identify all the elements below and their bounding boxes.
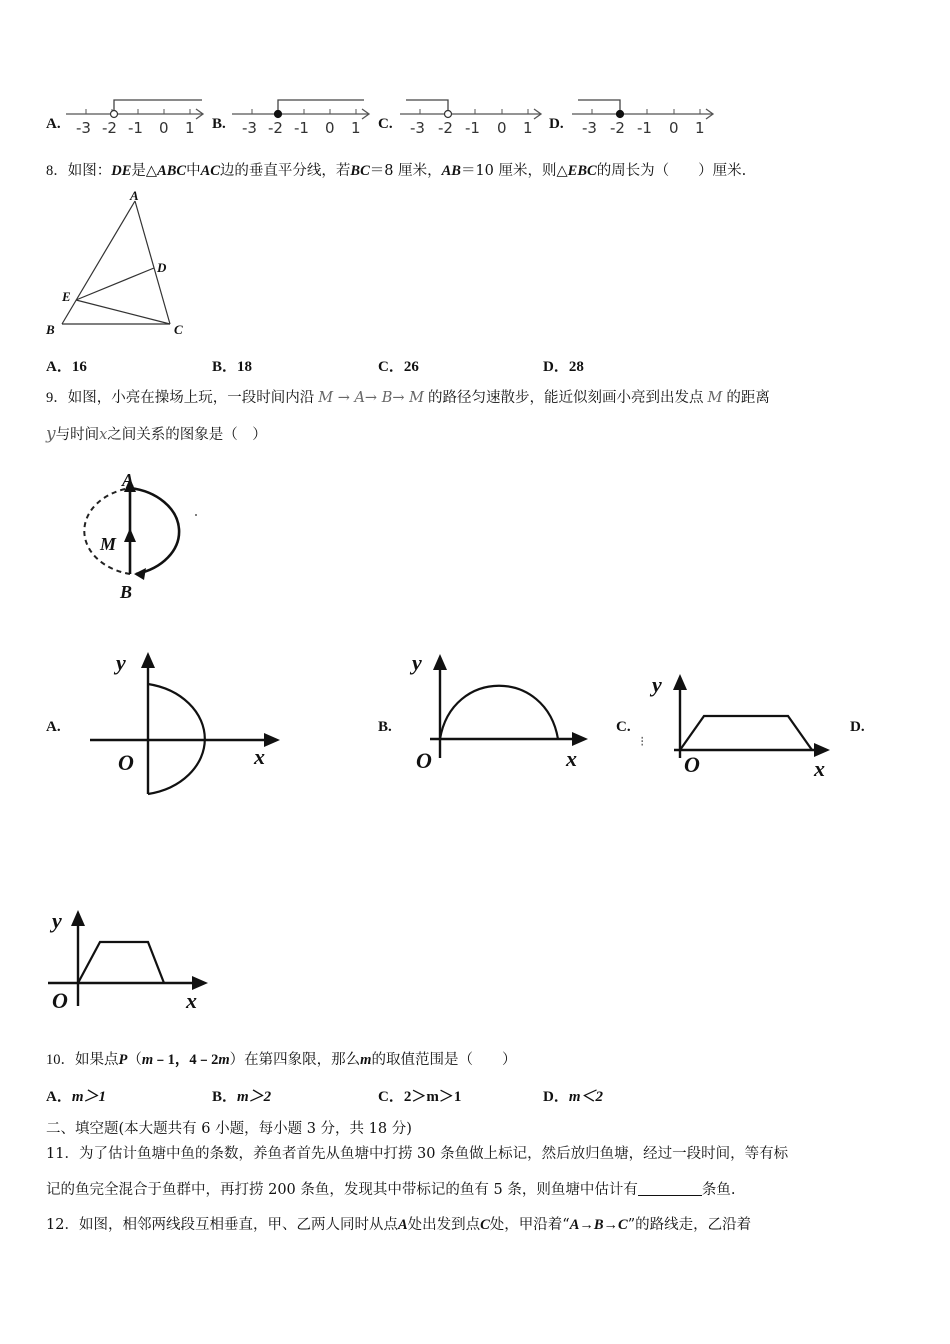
choice-label: A．: [46, 359, 72, 375]
vertex-label: B: [46, 322, 55, 337]
q8-text: 中: [186, 163, 201, 179]
figure-label: M: [100, 534, 117, 554]
q10-stem: [46, 1050, 516, 1070]
axis-label: y: [52, 908, 62, 933]
tick-label: -2: [268, 119, 283, 137]
q10-text: （: [127, 1052, 142, 1068]
q10-text: 如果点: [75, 1052, 119, 1068]
q8-choice-b[interactable]: [212, 355, 252, 376]
choice-label: C．: [378, 359, 404, 375]
q11-line1: 11．为了估计鱼塘中鱼的条数，养鱼者首先从鱼塘中打捞 30 条鱼做上标记，然后放归鱼塘，经过一段时间，等有标: [46, 1146, 789, 1162]
q8-number: 8．: [46, 163, 68, 179]
choice-label: B．: [212, 1089, 238, 1105]
q8-triangle-figure: [42, 188, 202, 340]
q9-text: 之间关系的图象是（ ）: [107, 427, 267, 443]
section-title: 二、填空题(本大题共有 6 小题，每小题 3 分，共 18 分): [46, 1121, 412, 1137]
choice-value: m＞1: [71, 1089, 107, 1105]
axis-label: y: [116, 650, 126, 675]
figure-label: B: [120, 582, 133, 602]
q10-choice-a[interactable]: [46, 1085, 106, 1106]
q11-text: 记的鱼完全混合于鱼群中，再打捞 200 条鱼，发现其中带标记的鱼有 5 条，则鱼塘中估计有: [46, 1182, 638, 1198]
axis-label: y: [652, 672, 662, 697]
axis-label: x: [566, 746, 577, 771]
q8-var: ABC: [157, 163, 187, 179]
q7-options: [0, 88, 950, 138]
q12-text: 处，甲沿着“: [489, 1217, 570, 1233]
q9-number: 9．: [46, 390, 68, 406]
tick-label: -3: [242, 119, 257, 137]
q8-var: DE: [111, 163, 132, 179]
q8-text: 如图：: [67, 163, 112, 179]
q7-option-d-label[interactable]: D.: [549, 116, 564, 132]
q10-text: ）在第四象限，那么: [229, 1052, 361, 1068]
q9-graph-b: [406, 650, 596, 774]
choice-value: 18: [237, 359, 253, 375]
q7-option-a-label[interactable]: A.: [46, 116, 61, 132]
choice-value: 2＞m＞1: [403, 1089, 462, 1105]
q8-var: EBC: [567, 163, 597, 179]
vertex-label: A: [130, 188, 139, 203]
q10-number: 10．: [46, 1052, 75, 1068]
q8-var: BC: [350, 163, 370, 179]
q9-path-figure: [62, 470, 212, 606]
q8-text: 的周长为（ ）厘米.: [596, 163, 747, 179]
q9-text: 如图，小亮在操场上玩，一段时间内沿: [67, 390, 315, 406]
q12-route: A→B→C: [569, 1217, 628, 1233]
axis-label: O: [52, 988, 68, 1013]
q10-var: m: [218, 1052, 230, 1068]
q8-text: 边的垂直平分线，若: [219, 163, 351, 179]
q7-number-line-d: [572, 94, 720, 138]
axis-label: O: [118, 750, 134, 775]
q9-option-c-label[interactable]: C.: [616, 719, 631, 735]
q9-var: x: [99, 427, 108, 443]
q12-text: ”的路线走，乙沿着: [627, 1217, 752, 1233]
q8-choice-d[interactable]: [543, 355, 584, 376]
q8-choice-c[interactable]: [378, 355, 419, 376]
q11-line2: [46, 1180, 735, 1200]
stray-mark: ⁝: [640, 734, 645, 750]
q9-text: 的路径匀速散步，能近似刻画小亮到出发点: [427, 390, 704, 406]
tick-label: -1: [637, 119, 652, 137]
q9-var: y: [46, 424, 56, 444]
tick-label: -2: [438, 119, 453, 137]
q10-text: ﹣1，4﹣2: [153, 1052, 219, 1068]
tick-label: 1: [185, 119, 195, 137]
q9-option-d-label[interactable]: D.: [850, 719, 865, 735]
axis-label: O: [416, 748, 432, 773]
q8-text: ＝8 厘米，: [369, 163, 442, 179]
vertex-label: C: [174, 322, 183, 337]
tick-label: 1: [695, 119, 705, 137]
q12-line1: [46, 1215, 751, 1235]
axis-label: x: [186, 988, 197, 1013]
axis-label: O: [684, 752, 700, 777]
choice-label: C．: [378, 1089, 404, 1105]
tick-label: -1: [128, 119, 143, 137]
q10-choice-c[interactable]: [378, 1085, 461, 1106]
figure-label: A: [122, 470, 135, 490]
q12-text: 12．如图，相邻两线段互相垂直，甲、乙两人同时从点: [46, 1217, 398, 1233]
tick-label: -3: [76, 119, 91, 137]
axis-label: x: [254, 744, 265, 769]
choice-label: D．: [543, 1089, 569, 1105]
q7-number-line-b: [232, 94, 377, 138]
q9-text: 的距离: [726, 390, 770, 406]
tick-label: 1: [351, 119, 361, 137]
q8-stem: [46, 161, 746, 181]
q8-text: 是△: [131, 163, 158, 179]
tick-label: -1: [294, 119, 309, 137]
q9-var: M: [707, 390, 723, 406]
choice-value: 28: [568, 359, 584, 375]
axis-label: x: [814, 756, 825, 781]
q7-option-b-label[interactable]: B.: [212, 116, 226, 132]
tick-label: -2: [102, 119, 117, 137]
q9-option-b-label[interactable]: B.: [378, 719, 392, 735]
q10-choice-b[interactable]: [212, 1085, 271, 1106]
vertex-label: D: [157, 260, 167, 275]
q8-var: AC: [200, 163, 220, 179]
choice-value: 26: [403, 359, 419, 375]
tick-label: 0: [325, 119, 335, 137]
tick-label: -2: [610, 119, 625, 137]
q9-graph-c: [640, 668, 840, 782]
choice-value: m＜2: [568, 1089, 604, 1105]
tick-label: -1: [465, 119, 480, 137]
q10-var: P: [118, 1052, 128, 1068]
vertex-label: E: [62, 289, 71, 304]
q7-number-line-a: [66, 94, 211, 138]
choice-value: 16: [71, 359, 87, 375]
q8-choice-a[interactable]: [46, 355, 87, 376]
q10-var: m: [360, 1052, 372, 1068]
tick-label: 0: [669, 119, 679, 137]
q9-option-a-label[interactable]: A.: [46, 719, 61, 735]
tick-label: -3: [410, 119, 425, 137]
q11-text: 条鱼.: [701, 1182, 736, 1198]
q12-var: A: [397, 1217, 408, 1233]
choice-label: A．: [46, 1089, 72, 1105]
q9-stem-line1: [46, 388, 770, 408]
q9-graph-a: [86, 648, 296, 796]
q12-text: 处出发到点: [407, 1217, 481, 1233]
axis-label: y: [412, 650, 422, 675]
q7-number-line-c: [400, 94, 550, 138]
tick-label: 0: [159, 119, 169, 137]
q10-var: m: [141, 1052, 154, 1068]
q8-var: AB: [441, 163, 461, 179]
tick-label: 0: [497, 119, 507, 137]
q7-option-c-label[interactable]: C.: [378, 116, 393, 132]
q9-graph-d: [44, 906, 216, 1014]
q10-text: 的取值范围是（ ）: [371, 1052, 517, 1068]
q9-text: 与时间: [55, 427, 100, 443]
q9-stem-line2: [46, 424, 267, 445]
q10-choice-d[interactable]: [543, 1085, 603, 1106]
choice-label: B．: [212, 359, 238, 375]
q8-text: ＝10 厘米，则△: [460, 163, 568, 179]
answer-blank[interactable]: [638, 1181, 702, 1196]
q12-var: C: [480, 1217, 490, 1233]
choice-value: m＞2: [237, 1089, 272, 1105]
tick-label: 1: [523, 119, 533, 137]
tick-label: -3: [582, 119, 597, 137]
q9-path: M → A→ B→ M: [318, 390, 424, 406]
choice-label: D．: [543, 359, 569, 375]
